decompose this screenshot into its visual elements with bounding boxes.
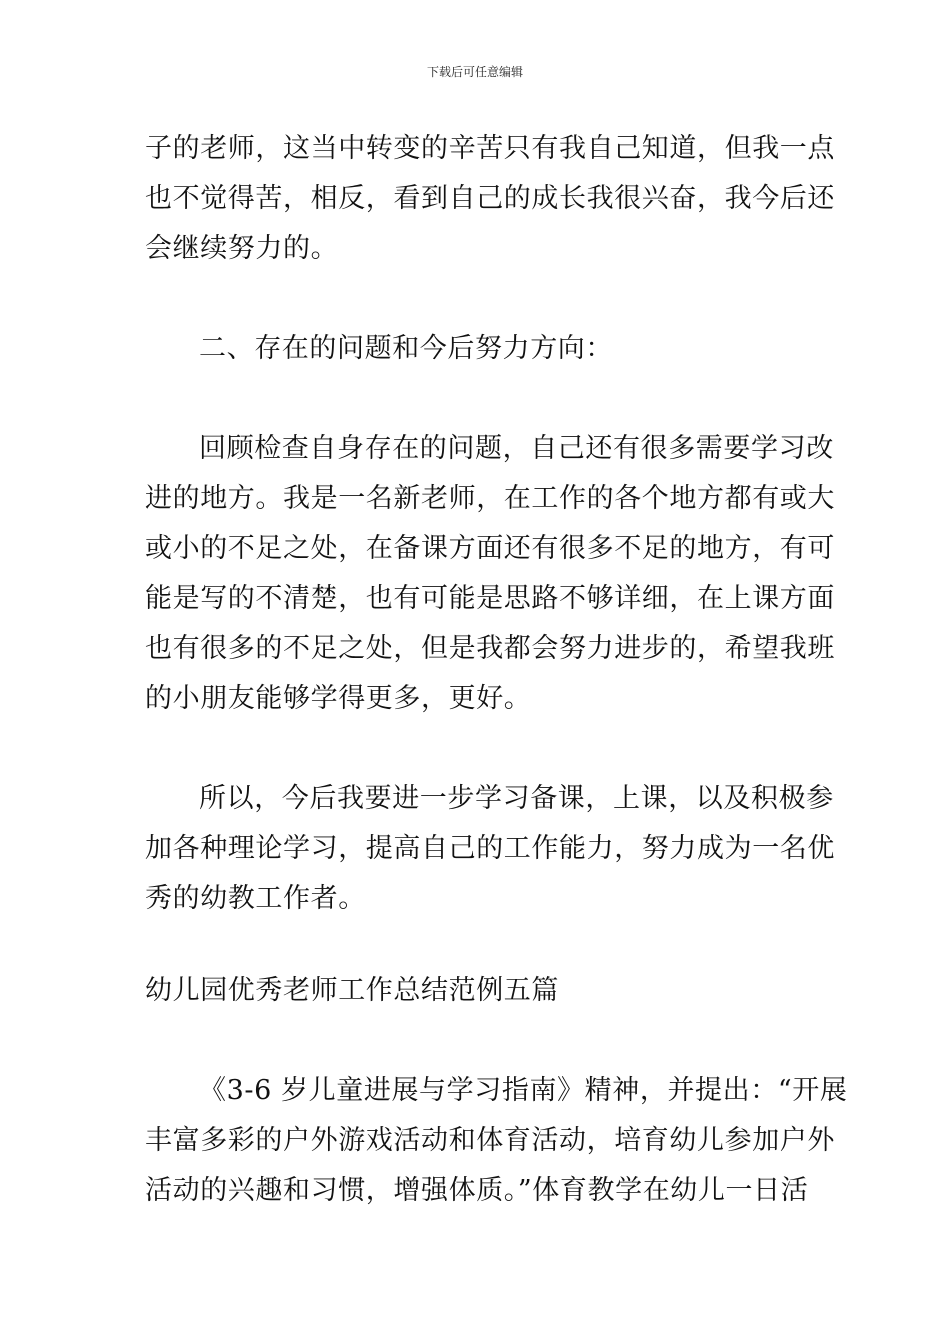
text-line: 也不觉得苦，相反，看到自己的成长我很兴奋，我今后还 xyxy=(145,183,835,214)
text-line: 二、存在的问题和今后努力方向： xyxy=(199,333,613,364)
text-line: 进的地方。我是一名新老师，在工作的各个地方都有或大 xyxy=(145,483,835,514)
text-line: 加各种理论学习，提高自己的工作能力，努力成为一名优 xyxy=(145,833,835,864)
text-line: 或小的不足之处，在备课方面还有很多不足的地方，有可 xyxy=(145,533,835,564)
text-line: 活动的兴趣和习惯，增强体质。”体育教学在幼儿一日活 xyxy=(145,1175,809,1206)
text-line: 丰富多彩的户外游戏活动和体育活动，培育幼儿参加户外 xyxy=(145,1125,835,1156)
text-line: 所以，今后我要进一步学习备课，上课，以及积极参 xyxy=(199,783,834,814)
document-body xyxy=(145,124,848,1216)
text-line: 子的老师，这当中转变的辛苦只有我自己知道，但我一点 xyxy=(145,133,835,164)
text-line: 会继续努力的。 xyxy=(145,233,339,264)
text-line: 回顾检查自身存在的问题，自己还有很多需要学习改 xyxy=(199,433,834,464)
paragraph-problems xyxy=(145,424,835,724)
text-line: 幼儿园优秀老师工作总结范例五篇 xyxy=(145,975,559,1006)
paragraph-guide xyxy=(145,1066,848,1216)
section-heading xyxy=(145,324,810,374)
text-line: 《3-6 岁儿童进展与学习指南》精神，并提出：“开展 xyxy=(199,1075,848,1106)
text-line: 的小朋友能够学得更多，更好。 xyxy=(145,683,532,714)
paragraph-continuation xyxy=(145,124,835,274)
article-title xyxy=(145,966,810,1016)
text-line: 秀的幼教工作者。 xyxy=(145,883,366,914)
page-header: 下载后可任意编辑 xyxy=(426,65,523,79)
paragraph-future xyxy=(145,774,835,924)
text-line: 能是写的不清楚，也有可能是思路不够详细，在上课方面 xyxy=(145,583,835,614)
text-line: 也有很多的不足之处，但是我都会努力进步的，希望我班 xyxy=(145,633,835,664)
